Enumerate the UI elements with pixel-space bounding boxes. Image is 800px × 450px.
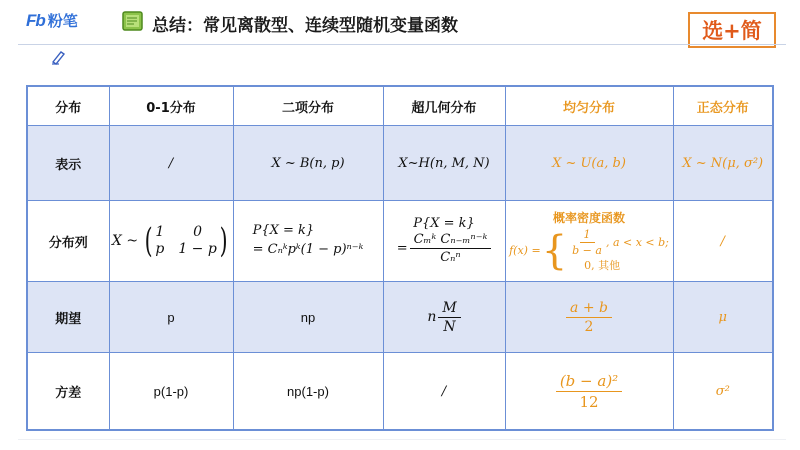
- table-row: [27, 201, 773, 282]
- logo-mark: Fb: [26, 10, 45, 30]
- header-divider: [18, 44, 786, 45]
- table-cell: X ~ U(a, b): [505, 126, 673, 201]
- matrix: ( 1 0 p 1 − p ): [144, 221, 228, 261]
- table-cell: X ~ N(μ, σ²): [673, 126, 773, 201]
- table-cell: p: [109, 282, 233, 353]
- fraction-denominator: b − a: [572, 244, 602, 257]
- matrix-entry: p: [155, 241, 165, 257]
- matrix-entry: 0: [193, 223, 203, 240]
- table-cell: np: [233, 282, 383, 353]
- formula-text: = Cₙᵏpᵏ(1 − p)ⁿ⁻ᵏ: [252, 242, 364, 257]
- row-label: 表示: [27, 126, 109, 201]
- row-label: 分布列: [27, 201, 109, 282]
- header-cell: 均匀分布: [505, 86, 673, 126]
- formula-text: P{X = k}: [252, 223, 315, 239]
- table-cell: /: [383, 353, 505, 431]
- fraction-numerator: a + b: [566, 300, 612, 318]
- header-cell: 正态分布: [673, 86, 773, 126]
- header-cell: 二项分布: [233, 86, 383, 126]
- table-cell: μ: [673, 282, 773, 353]
- header-cell: 分布: [27, 86, 109, 126]
- page-title: 总结：常见离散型、连续型随机变量函数: [152, 16, 458, 36]
- table-cell: /: [109, 126, 233, 201]
- density-title: 概率密度函数: [552, 211, 625, 225]
- formula-text: , a < x < b;: [605, 236, 669, 249]
- table-cell: X~H(n, M, N): [383, 126, 505, 201]
- formula-text: P{X = k}: [413, 216, 475, 232]
- table-header-row: [27, 86, 773, 126]
- distribution-summary-table: [26, 85, 774, 431]
- header-cell: 0-1分布: [109, 86, 233, 126]
- table-cell: σ²: [673, 353, 773, 431]
- header-cell: 超几何分布: [383, 86, 505, 126]
- fraction-numerator: (b − a)²: [556, 372, 622, 392]
- row-label: 方差: [27, 353, 109, 431]
- fraction-numerator: Cₘᵏ Cₙ₋ₘⁿ⁻ᵏ: [410, 232, 492, 250]
- fraction-denominator: N: [443, 318, 456, 335]
- fraction-denominator: 2: [584, 318, 594, 335]
- formula-text: 0, 其他: [584, 259, 621, 272]
- fraction-numerator: 1: [580, 228, 595, 243]
- table-row: [27, 126, 773, 201]
- table-cell: [383, 282, 505, 353]
- brand-logo: [26, 10, 78, 31]
- table-cell: 概率密度函数 f(x) = { $\frac{1}{b - a}$ , a < x < b; 0, 其他: [505, 201, 673, 282]
- fraction-numerator: M: [438, 300, 460, 318]
- fraction-denominator: Cₙⁿ: [440, 250, 461, 266]
- matrix-entry: 1: [155, 223, 165, 240]
- formula-text: n: [427, 309, 437, 325]
- pen-icon[interactable]: [50, 48, 68, 66]
- fraction-denominator: 12: [579, 392, 599, 411]
- formula-text: f(x) =: [509, 244, 541, 257]
- table-cell: [233, 201, 383, 282]
- table-cell: X ~ B(n, p): [233, 126, 383, 201]
- tag-badge: 选+简: [688, 12, 776, 48]
- table-cell: [505, 353, 673, 431]
- row-label: 期望: [27, 282, 109, 353]
- logo-text: 粉笔: [47, 12, 78, 30]
- table-cell: np(1-p): [233, 353, 383, 431]
- table-row: [27, 353, 773, 431]
- table-cell: [109, 201, 233, 282]
- table-cell: P{X = k} = $\frac{\text{Cₘᵏ Cₙ₋ₘⁿ⁻ᵏ}}{\text{Cₙⁿ}}$: [383, 201, 505, 282]
- table-cell: p(1-p): [109, 353, 233, 431]
- footer-divider: [18, 439, 786, 440]
- table-row: [27, 282, 773, 353]
- formula-text: X ~: [111, 233, 139, 249]
- book-icon: [120, 8, 146, 34]
- table-cell: [505, 282, 673, 353]
- table-cell: /: [673, 201, 773, 282]
- matrix-entry: 1 − p: [178, 241, 217, 257]
